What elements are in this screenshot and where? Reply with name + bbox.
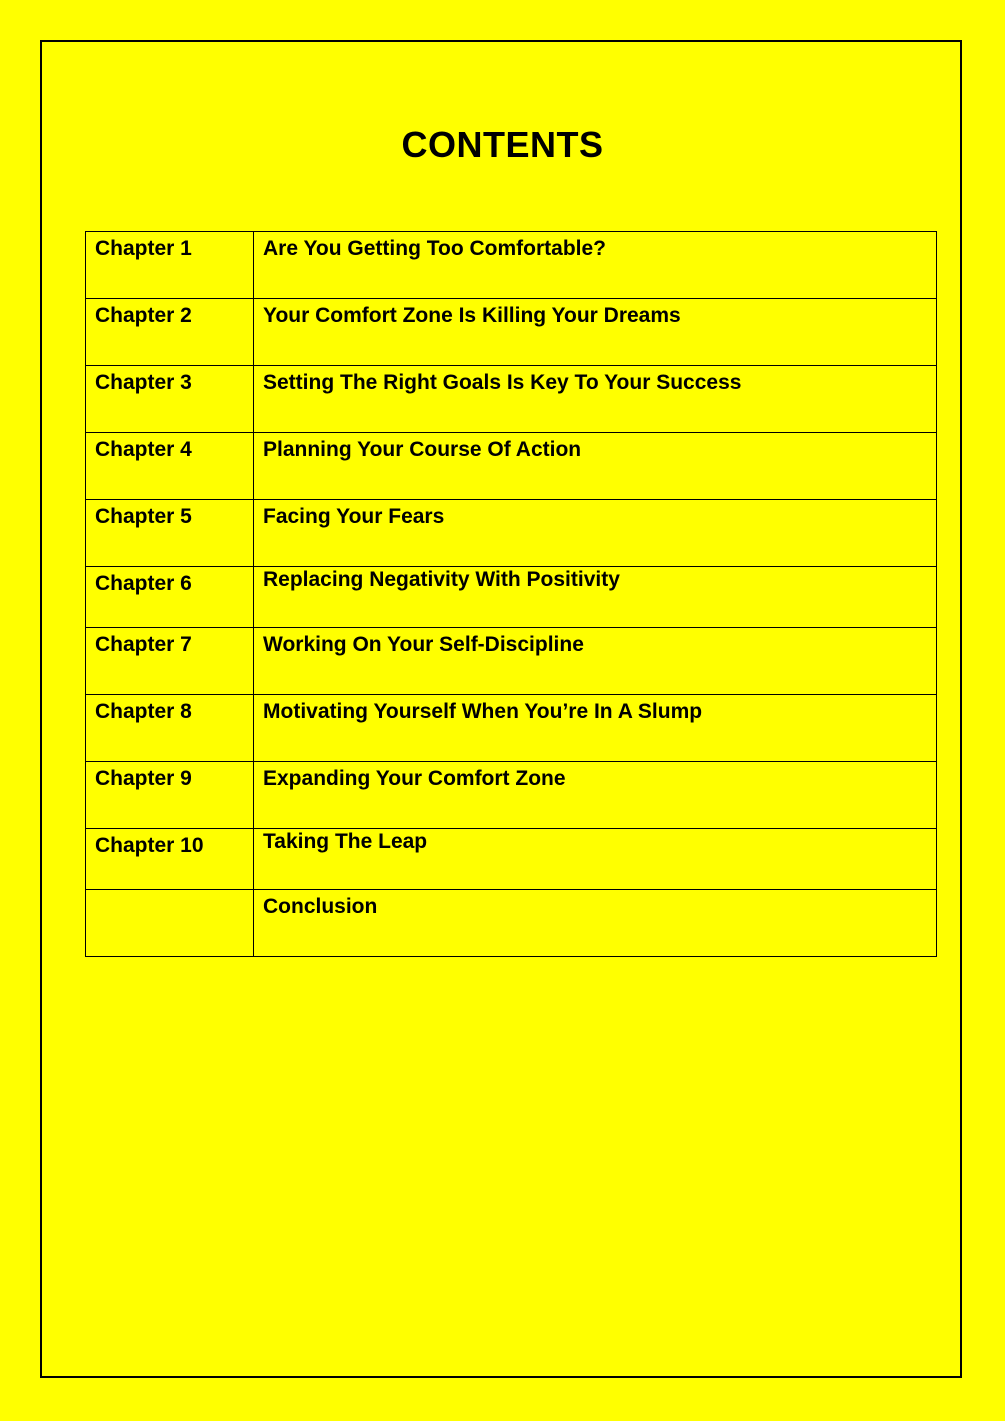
table-row <box>86 762 937 829</box>
table-row <box>86 890 937 957</box>
page-title: CONTENTS <box>401 124 604 165</box>
chapter-number: Chapter 4 <box>86 433 254 500</box>
chapter-number: Chapter 2 <box>86 299 254 366</box>
chapter-number: Chapter 6 <box>86 567 254 628</box>
chapter-title: Your Comfort Zone Is Killing Your Dreams <box>254 299 937 366</box>
chapter-title: Facing Your Fears <box>254 500 937 567</box>
chapter-number <box>86 890 254 957</box>
chapter-number: Chapter 10 <box>86 829 254 890</box>
table-row <box>86 567 937 628</box>
chapter-number: Chapter 3 <box>86 366 254 433</box>
chapter-title: Taking The Leap <box>254 829 937 890</box>
table-row <box>86 366 937 433</box>
table-row <box>86 433 937 500</box>
chapter-title: Replacing Negativity With Positivity <box>254 567 937 628</box>
chapter-number: Chapter 5 <box>86 500 254 567</box>
chapter-title: Motivating Yourself When You’re In A Slump <box>254 695 937 762</box>
chapter-title: Are You Getting Too Comfortable? <box>254 232 937 299</box>
table-row <box>86 628 937 695</box>
chapter-number: Chapter 1 <box>86 232 254 299</box>
chapter-title: Planning Your Course Of Action <box>254 433 937 500</box>
chapter-title: Conclusion <box>254 890 937 957</box>
chapter-number: Chapter 8 <box>86 695 254 762</box>
table-row <box>86 299 937 366</box>
chapter-number: Chapter 9 <box>86 762 254 829</box>
chapter-title: Expanding Your Comfort Zone <box>254 762 937 829</box>
table-row <box>86 695 937 762</box>
chapter-number: Chapter 7 <box>86 628 254 695</box>
contents-table <box>85 231 937 957</box>
table-row <box>86 829 937 890</box>
table-row <box>86 232 937 299</box>
table-row <box>86 500 937 567</box>
chapter-title: Setting The Right Goals Is Key To Your Success <box>254 366 937 433</box>
chapter-title: Working On Your Self-Discipline <box>254 628 937 695</box>
